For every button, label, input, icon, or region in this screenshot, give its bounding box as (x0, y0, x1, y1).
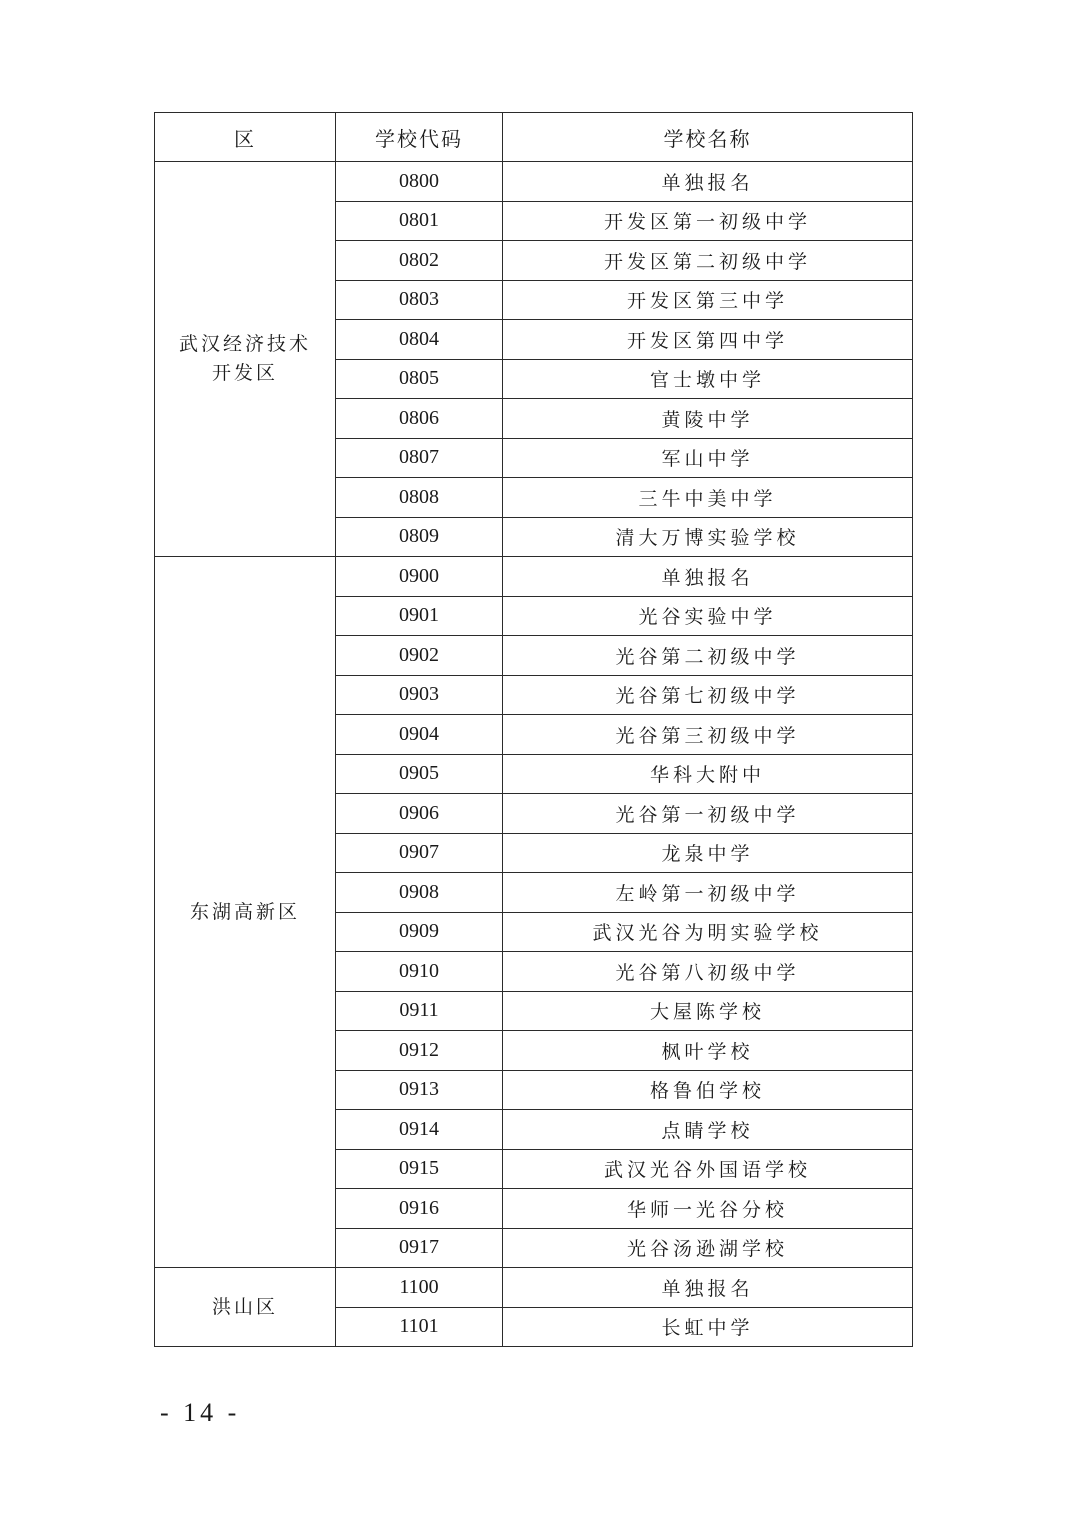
school-code-cell: 0800 (336, 162, 503, 202)
school-code-cell: 0801 (336, 201, 503, 241)
school-code-cell: 0908 (336, 873, 503, 913)
school-name-cell: 开发区第四中学 (503, 320, 913, 360)
school-code-cell: 0806 (336, 399, 503, 439)
school-name-cell: 点睛学校 (503, 1110, 913, 1150)
school-name-cell: 单独报名 (503, 162, 913, 202)
school-name-cell: 开发区第三中学 (503, 280, 913, 320)
district-cell: 洪山区 (155, 1268, 336, 1347)
school-name-cell: 华师一光谷分校 (503, 1189, 913, 1229)
school-name-cell: 开发区第二初级中学 (503, 241, 913, 281)
school-code-cell: 1101 (336, 1307, 503, 1347)
school-code-cell: 0913 (336, 1070, 503, 1110)
school-name-cell: 黄陵中学 (503, 399, 913, 439)
school-code-cell: 0903 (336, 675, 503, 715)
school-code-cell: 0802 (336, 241, 503, 281)
school-code-cell: 0904 (336, 715, 503, 755)
school-code-cell: 0911 (336, 991, 503, 1031)
school-name-cell: 光谷第二初级中学 (503, 636, 913, 676)
page-number: - 14 - (160, 1398, 241, 1427)
school-code-cell: 0906 (336, 794, 503, 834)
school-name-cell: 单独报名 (503, 557, 913, 597)
school-name-cell: 光谷第七初级中学 (503, 675, 913, 715)
school-code-cell: 0912 (336, 1031, 503, 1071)
school-name-cell: 光谷第三初级中学 (503, 715, 913, 755)
school-name-cell: 官士墩中学 (503, 359, 913, 399)
school-code-cell: 0914 (336, 1110, 503, 1150)
header-school-code: 学校代码 (336, 113, 503, 162)
school-name-cell: 格鲁伯学校 (503, 1070, 913, 1110)
school-code-cell: 0804 (336, 320, 503, 360)
school-name-cell: 大屋陈学校 (503, 991, 913, 1031)
school-name-cell: 光谷第八初级中学 (503, 952, 913, 992)
school-code-cell: 0902 (336, 636, 503, 676)
school-code-cell: 0808 (336, 478, 503, 518)
school-name-cell: 光谷实验中学 (503, 596, 913, 636)
header-row (155, 113, 913, 162)
school-code-cell: 0901 (336, 596, 503, 636)
school-name-cell: 光谷第一初级中学 (503, 794, 913, 834)
school-code-table (154, 112, 913, 1347)
school-code-cell: 0916 (336, 1189, 503, 1229)
school-name-cell: 龙泉中学 (503, 833, 913, 873)
school-name-cell: 光谷汤逊湖学校 (503, 1228, 913, 1268)
school-name-cell: 武汉光谷为明实验学校 (503, 912, 913, 952)
school-name-cell: 华科大附中 (503, 754, 913, 794)
table-row (155, 1268, 913, 1308)
header-district: 区 (155, 113, 336, 162)
district-cell: 东湖高新区 (155, 557, 336, 1268)
table-row (155, 162, 913, 202)
school-name-cell: 清大万博实验学校 (503, 517, 913, 557)
school-name-cell: 单独报名 (503, 1268, 913, 1308)
school-code-cell: 0809 (336, 517, 503, 557)
header-school-name: 学校名称 (503, 113, 913, 162)
school-code-cell: 0910 (336, 952, 503, 992)
school-code-cell: 0915 (336, 1149, 503, 1189)
school-name-cell: 长虹中学 (503, 1307, 913, 1347)
school-name-cell: 军山中学 (503, 438, 913, 478)
school-code-cell: 0803 (336, 280, 503, 320)
school-code-cell: 0805 (336, 359, 503, 399)
table-row (155, 557, 913, 597)
table-header (155, 113, 913, 162)
table-body (155, 162, 913, 1347)
district-cell: 武汉经济技术开发区 (155, 162, 336, 557)
school-code-cell: 0907 (336, 833, 503, 873)
school-name-cell: 左岭第一初级中学 (503, 873, 913, 913)
school-code-cell: 1100 (336, 1268, 503, 1308)
school-name-cell: 枫叶学校 (503, 1031, 913, 1071)
school-name-cell: 武汉光谷外国语学校 (503, 1149, 913, 1189)
school-name-cell: 三牛中美中学 (503, 478, 913, 518)
school-code-cell: 0909 (336, 912, 503, 952)
school-code-cell: 0905 (336, 754, 503, 794)
school-name-cell: 开发区第一初级中学 (503, 201, 913, 241)
school-code-cell: 0917 (336, 1228, 503, 1268)
school-code-cell: 0807 (336, 438, 503, 478)
school-code-cell: 0900 (336, 557, 503, 597)
